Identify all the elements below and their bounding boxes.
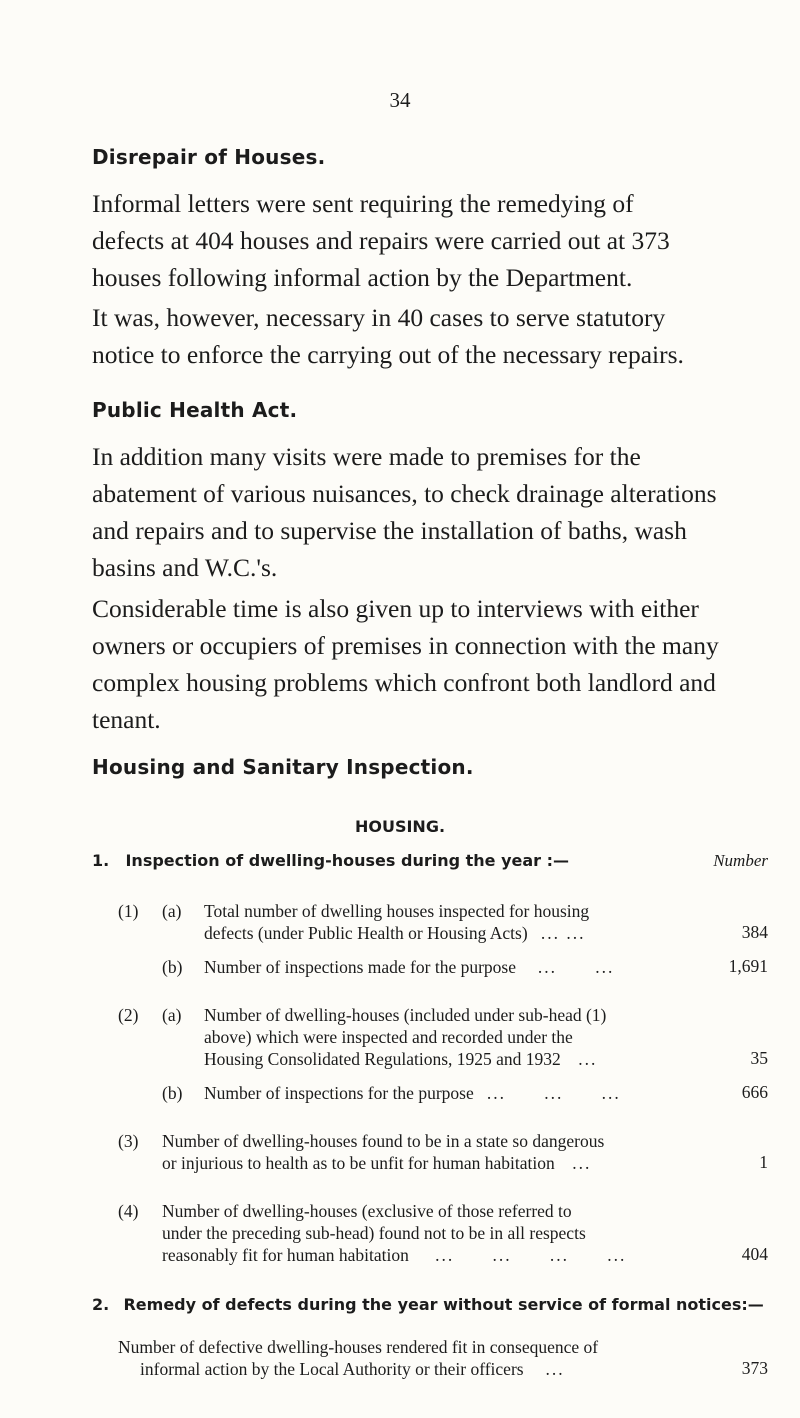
item-number: (2)	[118, 1005, 139, 1025]
value-cell: 384	[741, 922, 768, 942]
item-text: Number of inspections made for the purpose ... ...	[204, 957, 615, 977]
item-text	[118, 1336, 598, 1380]
subheading-housing: HOUSING.	[354, 817, 446, 836]
value-cell: 1,691	[728, 956, 768, 976]
text-line: houses following informal action by the Department.	[92, 263, 633, 292]
text-line: informal action by the Local Authority or their officers ...	[140, 1359, 565, 1379]
text-line: Number of dwelling-houses (exclusive of those referred to	[162, 1201, 572, 1221]
leader-dots: ...	[572, 1153, 592, 1173]
text-line: defects at 404 houses and repairs were carried out at 373	[92, 226, 670, 255]
item-subletter: (b)	[162, 1083, 183, 1103]
paragraph-disrepair-2	[92, 299, 768, 373]
section-label: Remedy of defects during the year without service of formal notices:—	[123, 1295, 764, 1314]
paragraph-public-health-2	[92, 590, 768, 738]
item-number: (4)	[118, 1201, 139, 1221]
text-line: Housing Consolidated Regulations, 1925 and 1932 ...	[204, 1049, 598, 1069]
text-line: notice to enforce the carrying out of the necessary repairs.	[92, 340, 684, 369]
section-label: Inspection of dwelling-houses during the year :—	[125, 851, 570, 870]
value-cell: 1	[759, 1152, 768, 1172]
text-line: and repairs and to supervise the installation of baths, wash	[92, 516, 687, 545]
text-line: abatement of various nuisances, to check drainage alterations	[92, 479, 717, 508]
heading-public-health: Public Health Act.	[92, 398, 298, 422]
text-line: owners or occupiers of premises in connection with the many	[92, 631, 719, 660]
leader-dots: ... ...	[540, 923, 586, 943]
value-cell: 404	[741, 1244, 768, 1264]
leader-dots: ...	[578, 1049, 598, 1069]
list-item	[118, 900, 768, 944]
text-line: reasonably fit for human habitation ... ... ... ...	[162, 1245, 627, 1265]
paragraph-public-health-1	[92, 438, 768, 586]
item-number: (3)	[118, 1131, 139, 1151]
leader-dots: ... ...	[537, 957, 615, 977]
leader-dots: ...	[545, 1359, 565, 1379]
list-item	[118, 1130, 768, 1174]
text-line: under the preceding sub-head) found not to be in all respects	[162, 1223, 586, 1243]
value-cell: 373	[741, 1358, 768, 1378]
text-line: above) which were inspected and recorded under the	[204, 1027, 573, 1047]
item-text: Number of inspections for the purpose ... ... ...	[204, 1083, 621, 1103]
text-line: Considerable time is also given up to interviews with either	[92, 594, 699, 623]
text-line: complex housing problems which confront both landlord and	[92, 668, 716, 697]
item-subletter: (a)	[162, 901, 182, 921]
page-number: 34	[389, 88, 411, 112]
paragraph-disrepair-1	[92, 185, 768, 296]
text-line: basins and W.C.'s.	[92, 553, 278, 582]
list-item	[118, 1200, 768, 1266]
text-line: or injurious to health as to be unfit for human habitation ...	[162, 1153, 592, 1173]
item-text	[162, 1200, 626, 1266]
item-subletter: (a)	[162, 1005, 182, 1025]
list-item	[118, 1004, 768, 1070]
text-line: In addition many visits were made to premises for the	[92, 442, 641, 471]
section-number: 2.	[92, 1295, 110, 1314]
heading-disrepair: Disrepair of Houses.	[92, 145, 326, 169]
text-line: It was, however, necessary in 40 cases to serve statutory	[92, 303, 666, 332]
leader-dots: ... ... ...	[486, 1083, 621, 1103]
section-1-header	[92, 851, 768, 873]
text-line: tenant.	[92, 705, 161, 734]
text-line: Informal letters were sent requiring the remedying of	[92, 189, 634, 218]
section-number: 1.	[92, 851, 110, 870]
item-subletter: (b)	[162, 957, 183, 977]
list-item	[118, 956, 768, 978]
list-item	[118, 1336, 768, 1380]
text-line: Number of dwelling-houses (included under sub-head (1)	[204, 1005, 607, 1025]
item-number: (1)	[118, 901, 139, 921]
leader-dots: ... ... ... ...	[435, 1245, 627, 1265]
item-text	[204, 1004, 606, 1070]
text-line: defects (under Public Health or Housing Acts) ... ...	[204, 923, 586, 943]
value-cell: 666	[741, 1082, 768, 1102]
text-line: Number of defective dwelling-houses rendered fit in consequence of	[118, 1337, 599, 1357]
item-text	[204, 900, 589, 944]
heading-housing-sanitary: Housing and Sanitary Inspection.	[92, 755, 474, 779]
item-text	[162, 1130, 604, 1174]
text-line: Number of dwelling-houses found to be in a state so dangerous	[162, 1131, 605, 1151]
list-item	[118, 1082, 768, 1104]
section-2-header	[92, 1295, 768, 1317]
text-line: Total number of dwelling houses inspected for housing	[204, 901, 590, 921]
column-header-number: Number	[713, 851, 768, 870]
value-cell: 35	[750, 1048, 768, 1068]
